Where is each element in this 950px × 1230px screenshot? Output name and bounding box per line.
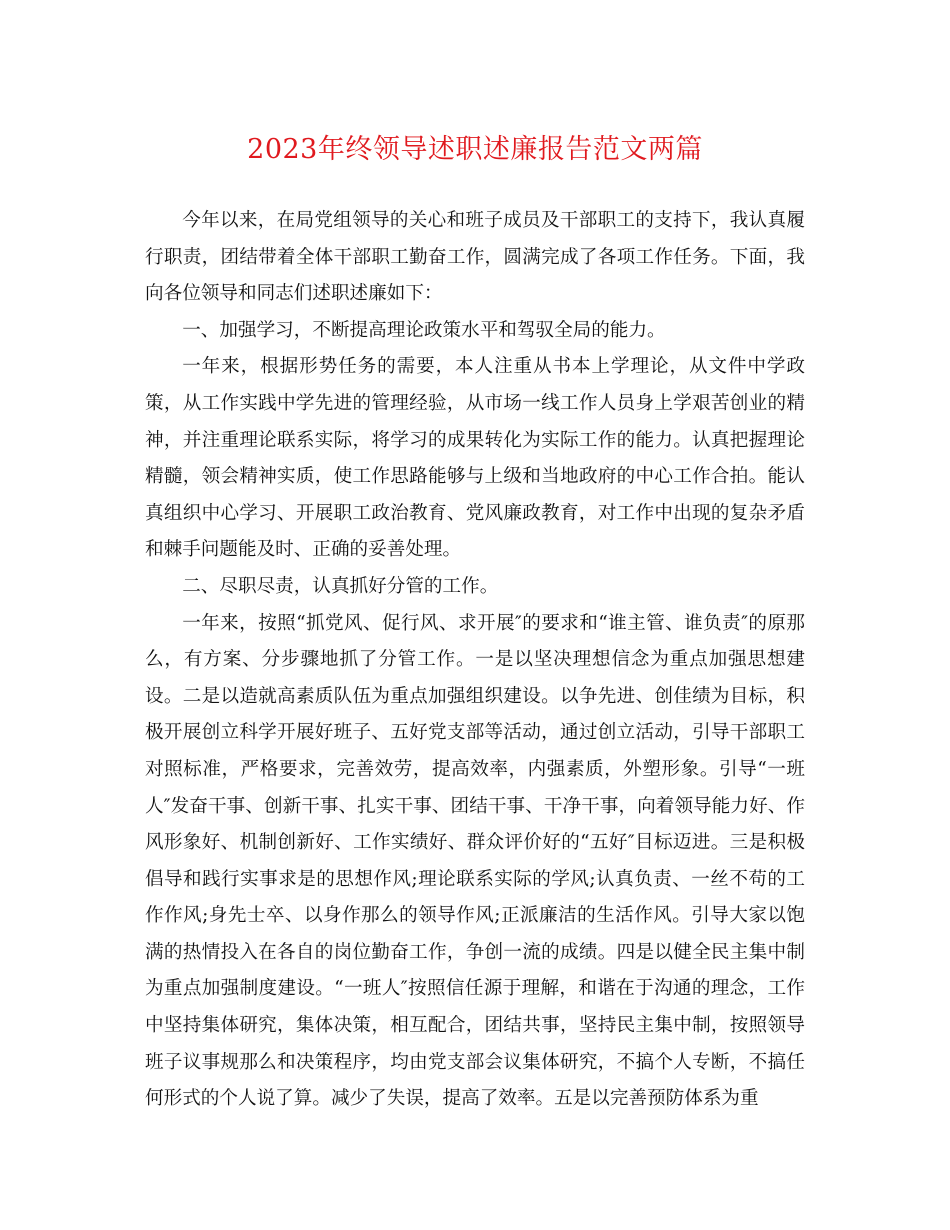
document-body — [145, 203, 805, 1118]
document-title: 2023年终领导述职述廉报告范文两篇 — [247, 134, 703, 165]
paragraph-duties: 一年来，按照“抓党风、促行风、求开展″的要求和“谁主管、谁负责″的原那么，有方案、分步骤地抓了分管工作。一是以坚决理想信念为重点加强思想建设。二是以造就高素质队伍为重点加强组织建设。以争先进、创佳绩为目标，积极开展创立科学开展好班子、五好党支部等活动，通过创立活动，引导干部职工对照标准，严格要求，完善效劳，提高效率，内强素质，外塑形象。引导“一班人″发奋干事、创新干事、扎实干事、团结干事、干净干事，向着领导能力好、作风形象好、机制创新好、工作实绩好、群众评价好的“五好″目标迈进。三是积极倡导和践行实事求是的思想作风;理论联系实际的学风;认真负责、一丝不苟的工作作风;身先士卒、以身作那么的领导作风;正派廉洁的生活作风。引导大家以饱满的热情投入在各自的岗位勤奋工作，争创一流的成绩。四是以健全民主集中制为重点加强制度建设。“一班人″按照信任源于理解，和谐在于沟通的理念，工作中坚持集体研究，集体决策，相互配合，团结共事，坚持民主集中制，按照领导班子议事规那么和决策程序，均由党支部会议集体研究，不搞个人专断，不搞任何形式的个人说了算。减少了失误，提高了效率。五是以完善预防体系为重 — [145, 612, 805, 1110]
paragraph-intro: 今年以来，在局党组领导的关心和班子成员及干部职工的支持下，我认真履行职责，团结带着全体干部职工勤奋工作，圆满完成了各项工作任务。下面，我向各位领导和同志们述职述廉如下： — [145, 210, 805, 305]
paragraph-study: 一年来，根据形势任务的需要，本人注重从书本上学理论，从文件中学政策，从工作实践中学先进的管理经验，从市场一线工作人员身上学艰苦创业的精神，并注重理论联系实际，将学习的成果转化为实际工作的能力。认真把握理论精髓，领会精神实质，使工作思路能够与上级和当地政府的中心工作合拍。能认真组织中心学习、开展职工政治教育、党风廉政教育，对工作中出现的复杂矛盾和棘手问题能及时、正确的妥善处理。 — [145, 356, 805, 561]
section-heading-1: 一、加强学习，不断提高理论政策水平和驾驭全局的能力。 — [182, 319, 666, 341]
section-heading-2: 二、尽职尽责，认真抓好分管的工作。 — [182, 575, 499, 597]
